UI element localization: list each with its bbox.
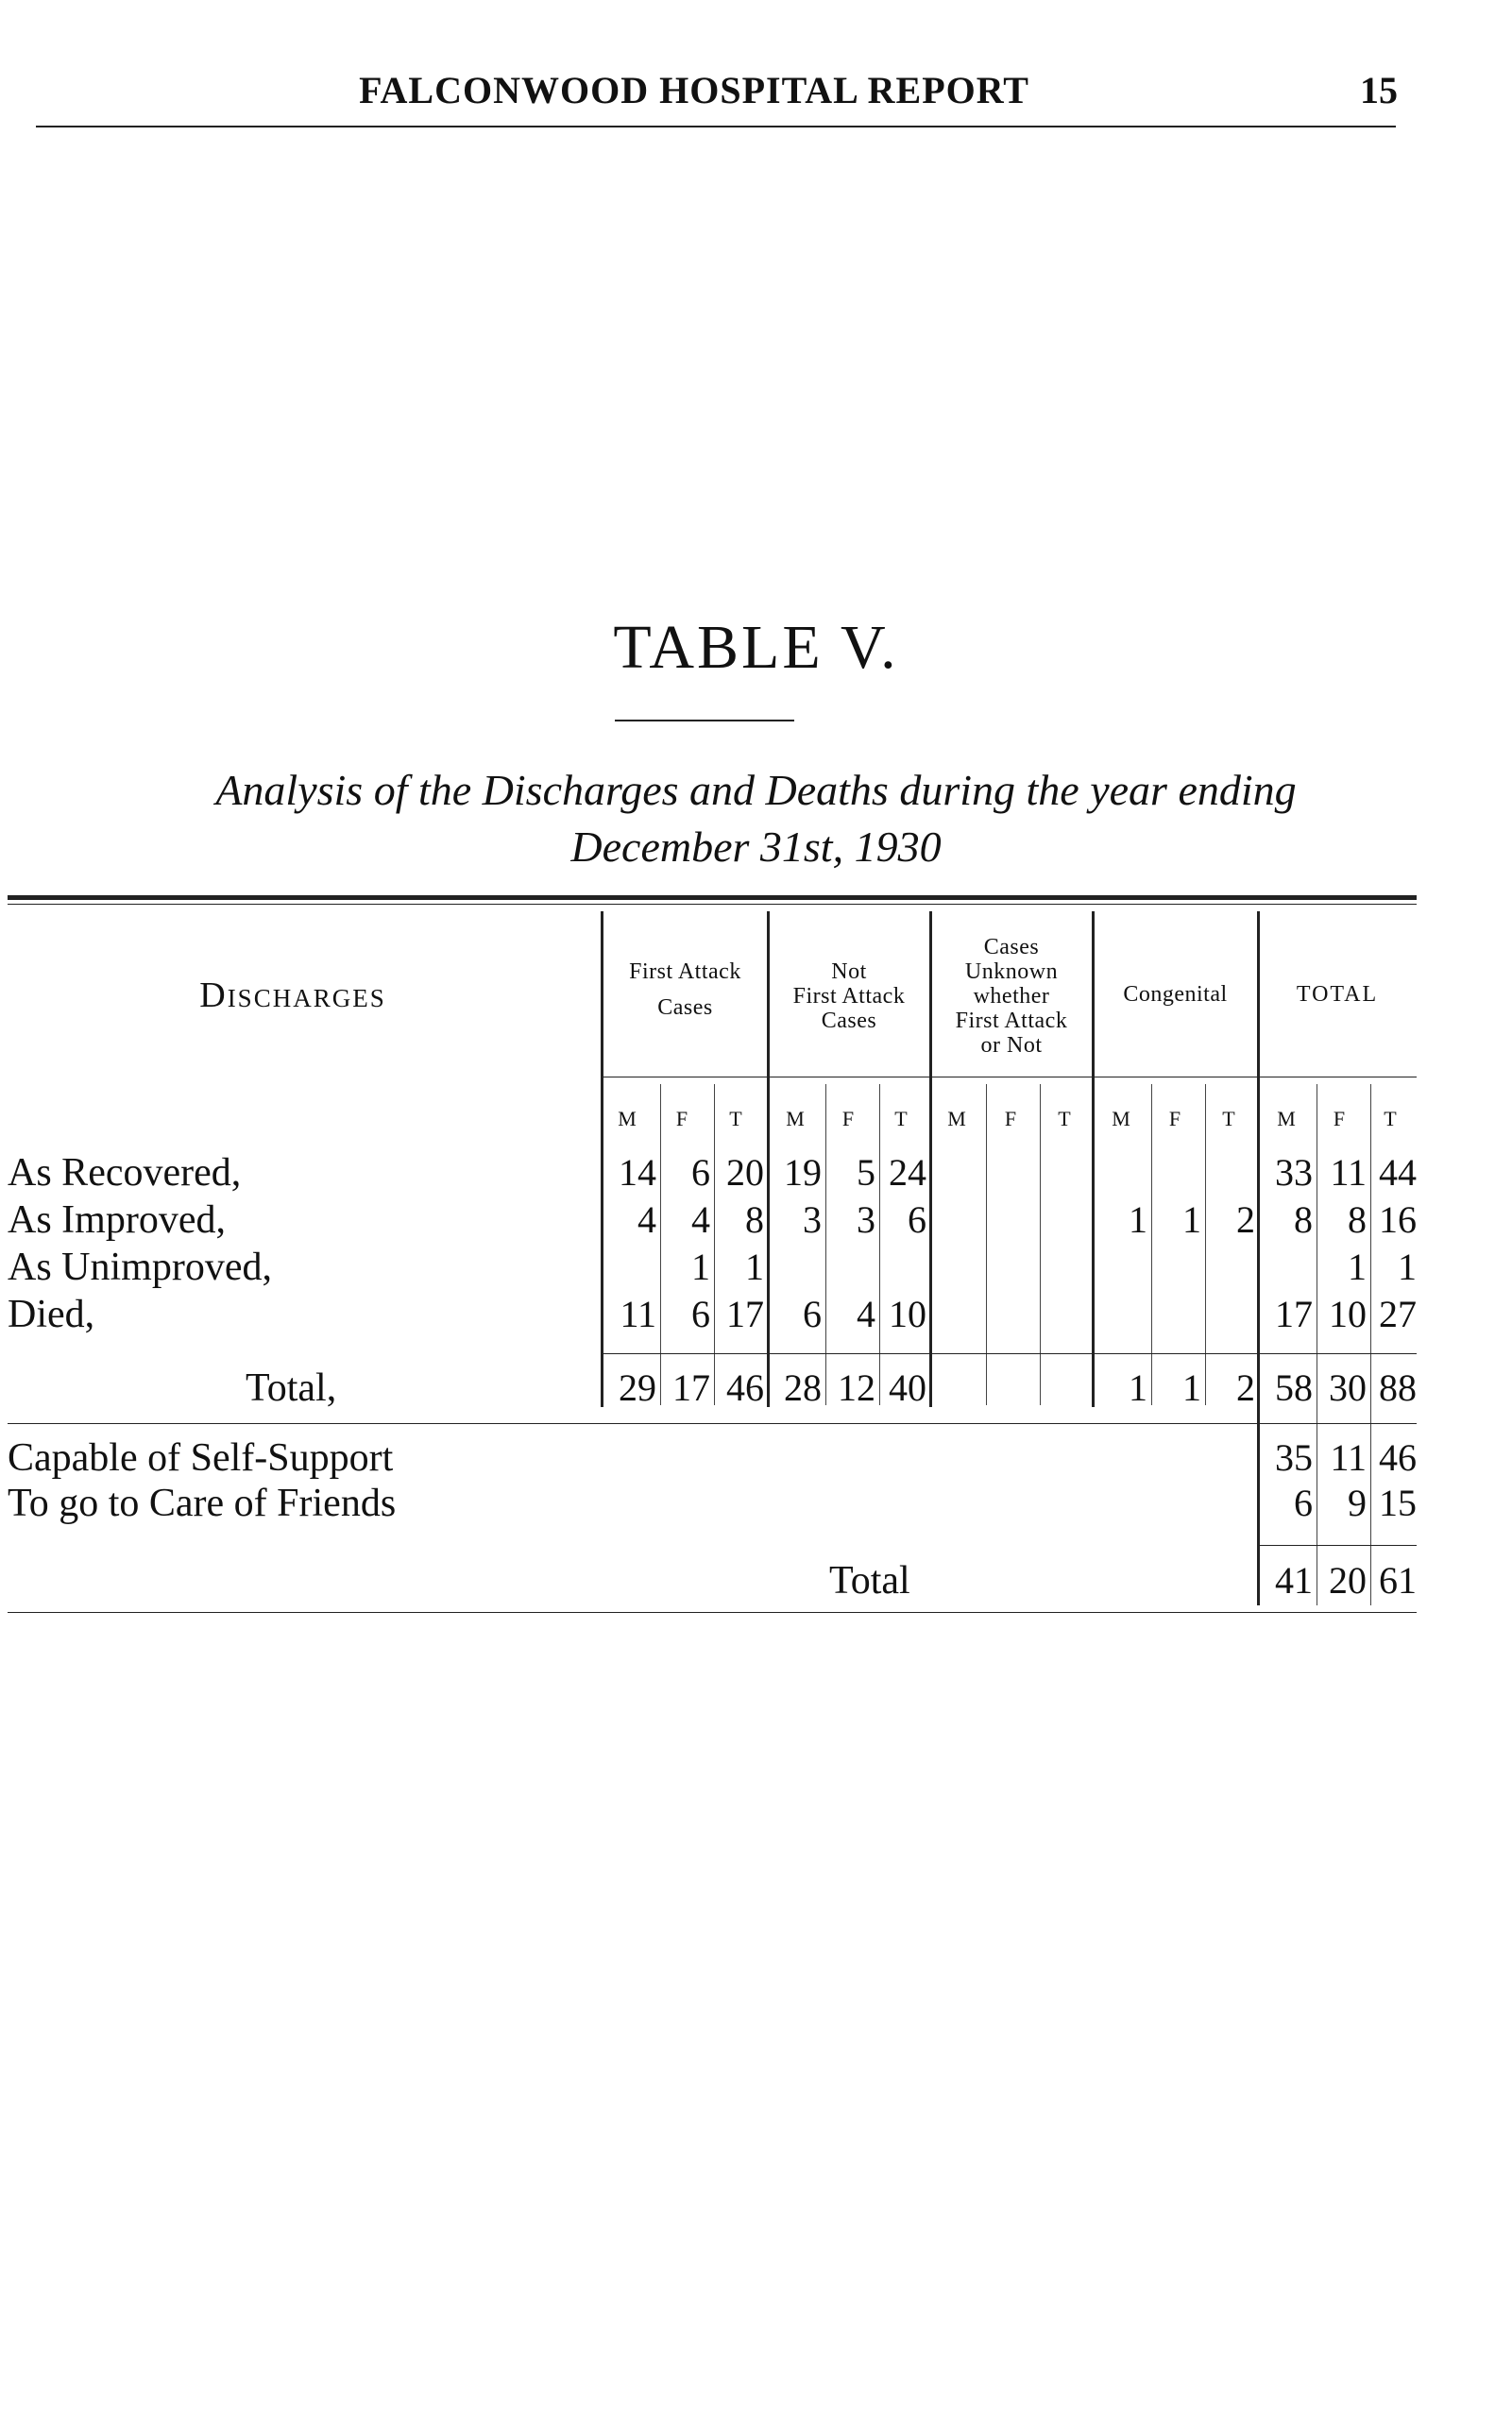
sex-subheader: T [1058,1107,1071,1130]
table-cell: 29 [619,1366,656,1409]
row-label: To go to Care of Friends [8,1482,397,1525]
table-cell: 20 [1329,1559,1367,1602]
group-header-line: Unknown [964,959,1059,984]
table-cell: 33 [1275,1151,1313,1194]
table-cell: 15 [1379,1482,1417,1524]
sex-subheader: M [1277,1107,1296,1130]
sex-subheader: F [1168,1107,1181,1130]
column-divider [825,1084,826,1405]
group-divider [1092,911,1095,1407]
table-title: TABLE V. [613,613,899,682]
table-cell: 40 [889,1366,926,1409]
table-cell: 1 [1182,1198,1201,1241]
table-cell: 35 [1275,1436,1313,1479]
table-cell: 11 [620,1293,656,1335]
table-bottom-rule [8,1612,1417,1613]
table-top-rule [8,895,1417,900]
final-total-label: Total [829,1559,910,1603]
table-cell: 88 [1379,1366,1417,1409]
table-cell: 1 [745,1246,764,1288]
table-cell: 2 [1236,1198,1255,1241]
table-cell: 6 [1294,1482,1313,1524]
group-header-unknown [930,935,1093,1058]
table-cell: 17 [672,1366,710,1409]
sex-subheader: M [1112,1107,1130,1130]
sex-subheader: T [729,1107,742,1130]
row-label: As Improved, [8,1198,226,1242]
table-cell: 4 [857,1293,875,1335]
table-cell: 14 [619,1151,656,1194]
table-cell: 20 [726,1151,764,1194]
sex-subheader: F [675,1107,688,1130]
table-subtitle-line1: Analysis of the Discharges and Deaths during the year ending [215,766,1297,814]
running-head-title: FALCONWOOD HOSPITAL REPORT [359,69,1029,111]
table-cell: 41 [1275,1559,1313,1602]
table-cell: 58 [1275,1366,1313,1409]
table-cell: 10 [1329,1293,1367,1335]
group-header-line: First Attack [955,1009,1068,1033]
group-header-line: First Attack [792,984,906,1009]
table-cell: 46 [1379,1436,1417,1479]
final-total-top-rule [1258,1545,1417,1546]
row-label: As Recovered, [8,1151,242,1195]
table-cell: 8 [1348,1198,1367,1241]
column-divider [879,1084,880,1405]
table-cell: 6 [908,1198,926,1241]
total-row-bottom-rule [8,1423,1417,1424]
table-cell: 8 [1294,1198,1313,1241]
sex-subheader: T [894,1107,908,1130]
table-cell: 8 [745,1198,764,1241]
group-header-congenital [1093,982,1258,1007]
group-header-line: whether [973,984,1050,1009]
group-header-total [1258,982,1417,1007]
row-label: As Unimproved, [8,1246,272,1289]
group-header-first-attack [602,959,769,1020]
table-cell: 17 [726,1293,764,1335]
table-cell: 1 [1129,1198,1147,1241]
table-cell: 2 [1236,1366,1255,1409]
table-cell: 4 [691,1198,710,1241]
table-cell: 3 [857,1198,875,1241]
table-cell: 3 [803,1198,822,1241]
group-header-line: Cases [821,1009,877,1033]
discharges-column-header: Discharges [199,975,386,1015]
table-cell: 28 [784,1366,822,1409]
group-header-line: TOTAL [1296,982,1379,1007]
page-number: 15 [1360,69,1398,111]
table-cell: 9 [1348,1482,1367,1524]
sex-subheader: M [947,1107,966,1130]
table-cell: 24 [889,1151,926,1194]
table-cell: 17 [1275,1293,1313,1335]
table-cell: 1 [1129,1366,1147,1409]
table-cell: 1 [1398,1246,1417,1288]
sex-subheader: T [1384,1107,1397,1130]
table-cell: 10 [889,1293,926,1335]
table-cell: 61 [1379,1559,1417,1602]
table-cell: 44 [1379,1151,1417,1194]
table-cell: 12 [838,1366,875,1409]
sex-subheader: M [786,1107,805,1130]
sex-subheader: F [1333,1107,1346,1130]
table-cell: 30 [1329,1366,1367,1409]
table-cell: 46 [726,1366,764,1409]
table-top-rule-thin [8,904,1417,905]
row-label: Died, [8,1293,95,1336]
table-cell: 4 [637,1198,656,1241]
sex-subheader: F [1004,1107,1017,1130]
row-label: Total, [246,1366,337,1410]
table-cell: 6 [691,1151,710,1194]
table-cell: 11 [1330,1151,1367,1194]
group-header-line: Cases [983,935,1040,959]
column-divider [986,1084,987,1405]
column-divider [1040,1084,1041,1405]
column-divider [1205,1084,1206,1405]
group-header-line: First Attack [629,959,741,984]
table-cell: 1 [691,1246,710,1288]
table-cell: 6 [691,1293,710,1335]
group-header-line: Cases [657,995,713,1020]
table-cell: 19 [784,1151,822,1194]
group-header-line: Not [831,959,867,984]
table-cell: 11 [1330,1436,1367,1479]
row-label: Capable of Self-Support [8,1436,394,1480]
group-header-line [602,984,769,995]
table-cell: 16 [1379,1198,1417,1241]
total-row-top-rule [602,1353,1417,1354]
sex-subheader: T [1222,1107,1235,1130]
table-subtitle-line2: December 31st, 1930 [570,823,942,871]
group-divider [929,911,932,1407]
table-cell: 27 [1379,1293,1417,1335]
group-header-line: or Not [980,1033,1043,1058]
table-cell: 1 [1182,1366,1201,1409]
column-divider [1151,1084,1152,1405]
sex-subheader: M [618,1107,637,1130]
group-header-line: Congenital [1123,982,1228,1007]
sex-subheader: F [841,1107,855,1130]
group-header-not-first-attack [768,959,930,1033]
table-cell: 1 [1348,1246,1367,1288]
table-cell: 5 [857,1151,875,1194]
table-cell: 6 [803,1293,822,1335]
